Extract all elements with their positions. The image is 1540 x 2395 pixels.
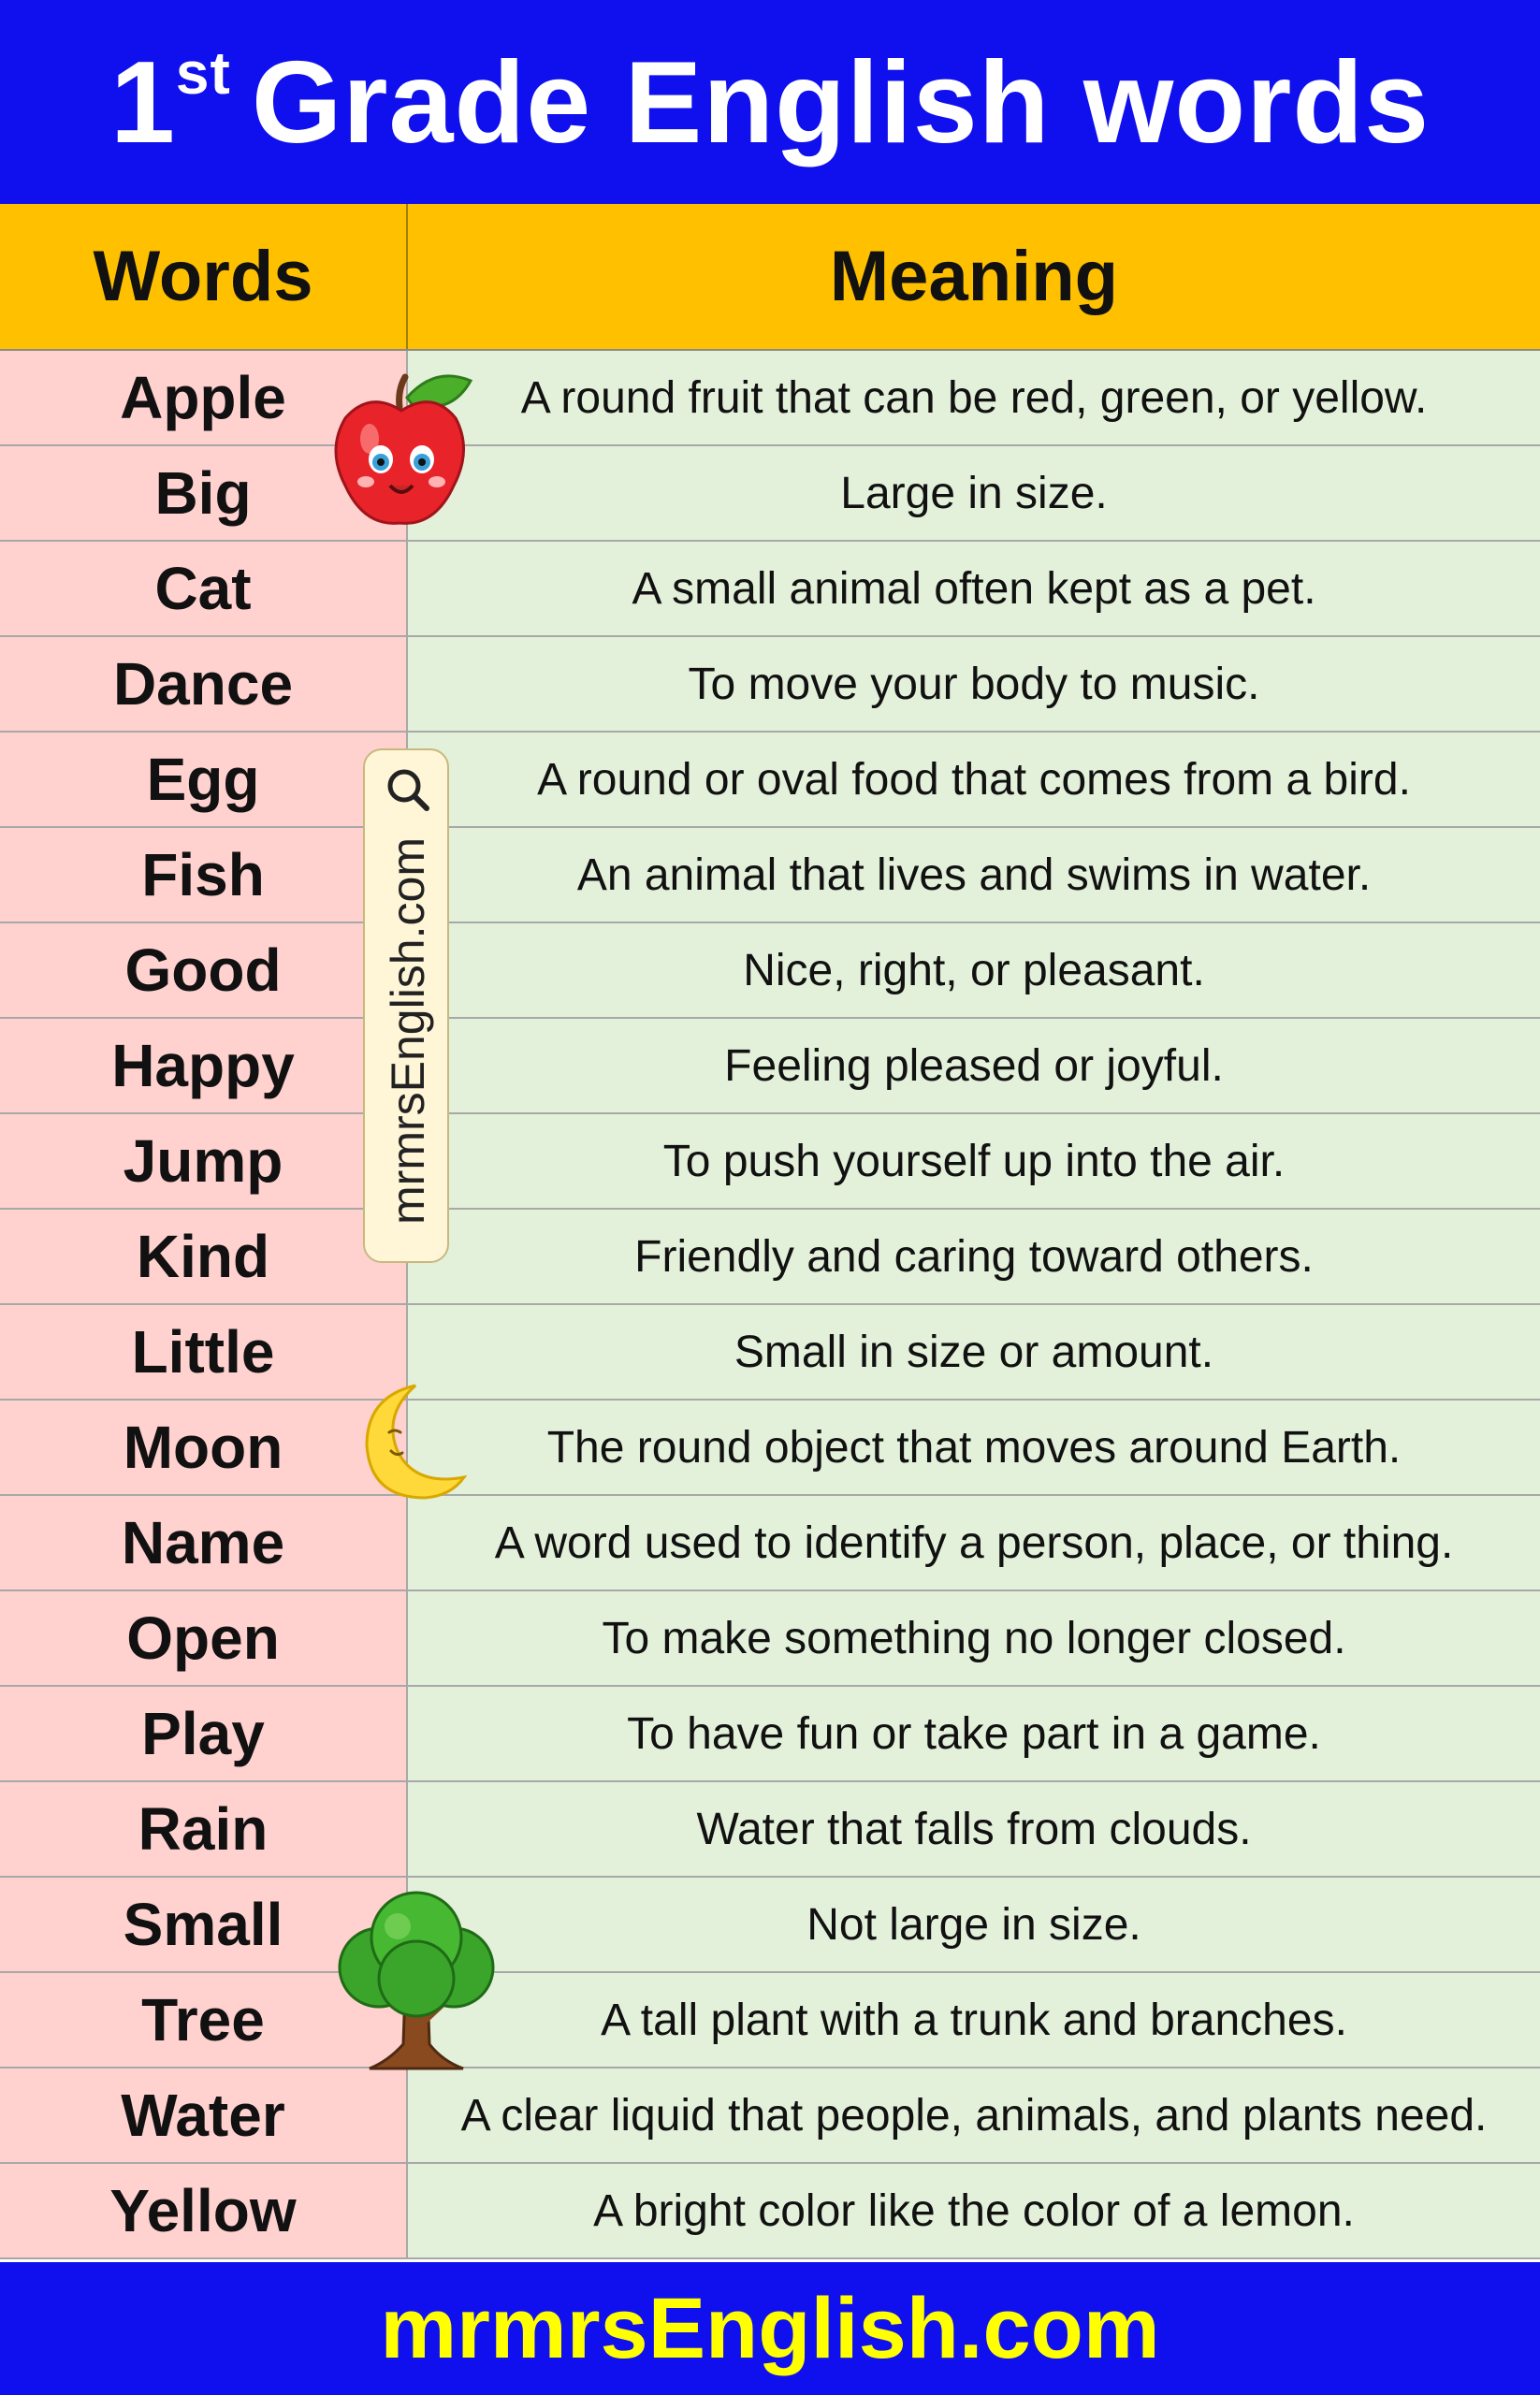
meaning-cell: Not large in size.: [408, 1878, 1540, 1971]
word-cell: Happy: [0, 1019, 408, 1112]
table-row: [0, 1687, 1540, 1782]
footer-website: mrmrsEnglish.com: [380, 2280, 1160, 2376]
meaning-cell: Nice, right, or pleasant.: [408, 923, 1540, 1017]
table-row: [0, 637, 1540, 733]
table-row: [0, 1782, 1540, 1878]
word-cell: Moon: [0, 1401, 408, 1494]
table-row: [0, 351, 1540, 446]
table-row: [0, 446, 1540, 542]
moon-icon: [354, 1380, 468, 1503]
meaning-cell: A tall plant with a trunk and branches.: [408, 1973, 1540, 2067]
table-row: [0, 828, 1540, 923]
meaning-cell: A round fruit that can be red, green, or yellow.: [408, 351, 1540, 444]
word-cell: Tree: [0, 1973, 408, 2067]
word-cell: Name: [0, 1496, 408, 1589]
watermark-text: mrmrsEnglish.com: [382, 837, 434, 1225]
meaning-cell: To push yourself up into the air.: [408, 1114, 1540, 1208]
table-row: [0, 1019, 1540, 1114]
top-banner: [0, 0, 1540, 204]
meaning-cell: Small in size or amount.: [408, 1305, 1540, 1399]
table-row: [0, 1973, 1540, 2068]
word-cell: Fish: [0, 828, 408, 922]
meaning-cell: A word used to identify a person, place, or thing.: [408, 1496, 1540, 1589]
table-row: [0, 1401, 1540, 1496]
header-words: Words: [0, 204, 408, 349]
meaning-cell: An animal that lives and swims in water.: [408, 828, 1540, 922]
word-cell: Big: [0, 446, 408, 540]
meaning-cell: Friendly and caring toward others.: [408, 1210, 1540, 1303]
table-row: [0, 1878, 1540, 1973]
table-row: [0, 1210, 1540, 1305]
tree-icon: [323, 1885, 510, 2072]
table-row: [0, 2068, 1540, 2164]
table-row: [0, 923, 1540, 1019]
meaning-cell: Large in size.: [408, 446, 1540, 540]
title-text: Grade English words: [251, 38, 1431, 167]
word-cell: Water: [0, 2068, 408, 2162]
table-row: [0, 1114, 1540, 1210]
word-cell: Small: [0, 1878, 408, 1971]
table-row: [0, 1305, 1540, 1401]
word-cell: Rain: [0, 1782, 408, 1876]
watermark: [363, 748, 449, 1263]
title-ordinal: 1: [109, 38, 176, 167]
word-cell: Little: [0, 1305, 408, 1399]
word-cell: Yellow: [0, 2164, 408, 2257]
meaning-cell: To have fun or take part in a game.: [408, 1687, 1540, 1780]
meaning-cell: A bright color like the color of a lemon.: [408, 2164, 1540, 2257]
meaning-cell: To move your body to music.: [408, 637, 1540, 731]
meaning-cell: A round or oval food that comes from a bird.: [408, 733, 1540, 826]
word-table: [0, 351, 1540, 2259]
title-ordinal-suffix: st: [175, 39, 231, 107]
table-row: [0, 1591, 1540, 1687]
meaning-cell: The round object that moves around Earth.: [408, 1401, 1540, 1494]
magnifier-icon: [382, 763, 434, 816]
table-row: [0, 733, 1540, 828]
table-row: [0, 2164, 1540, 2259]
page-title: [109, 38, 1431, 167]
meaning-cell: A small animal often kept as a pet.: [408, 542, 1540, 635]
word-cell: Open: [0, 1591, 408, 1685]
meaning-cell: To make something no longer closed.: [408, 1591, 1540, 1685]
word-cell: Egg: [0, 733, 408, 826]
header-meaning: Meaning: [829, 237, 1119, 316]
word-cell: Play: [0, 1687, 408, 1780]
table-row: [0, 542, 1540, 637]
meaning-cell: Water that falls from clouds.: [408, 1782, 1540, 1876]
word-cell: Apple: [0, 351, 408, 444]
word-cell: Dance: [0, 637, 408, 731]
word-cell: Jump: [0, 1114, 408, 1208]
apple-icon: [332, 370, 474, 533]
bottom-banner: [0, 2262, 1540, 2395]
table-header: [0, 204, 1540, 351]
word-cell: Cat: [0, 542, 408, 635]
table-row: [0, 1496, 1540, 1591]
word-cell: Kind: [0, 1210, 408, 1303]
meaning-cell: A clear liquid that people, animals, and plants need.: [408, 2068, 1540, 2162]
meaning-cell: Feeling pleased or joyful.: [408, 1019, 1540, 1112]
word-cell: Good: [0, 923, 408, 1017]
